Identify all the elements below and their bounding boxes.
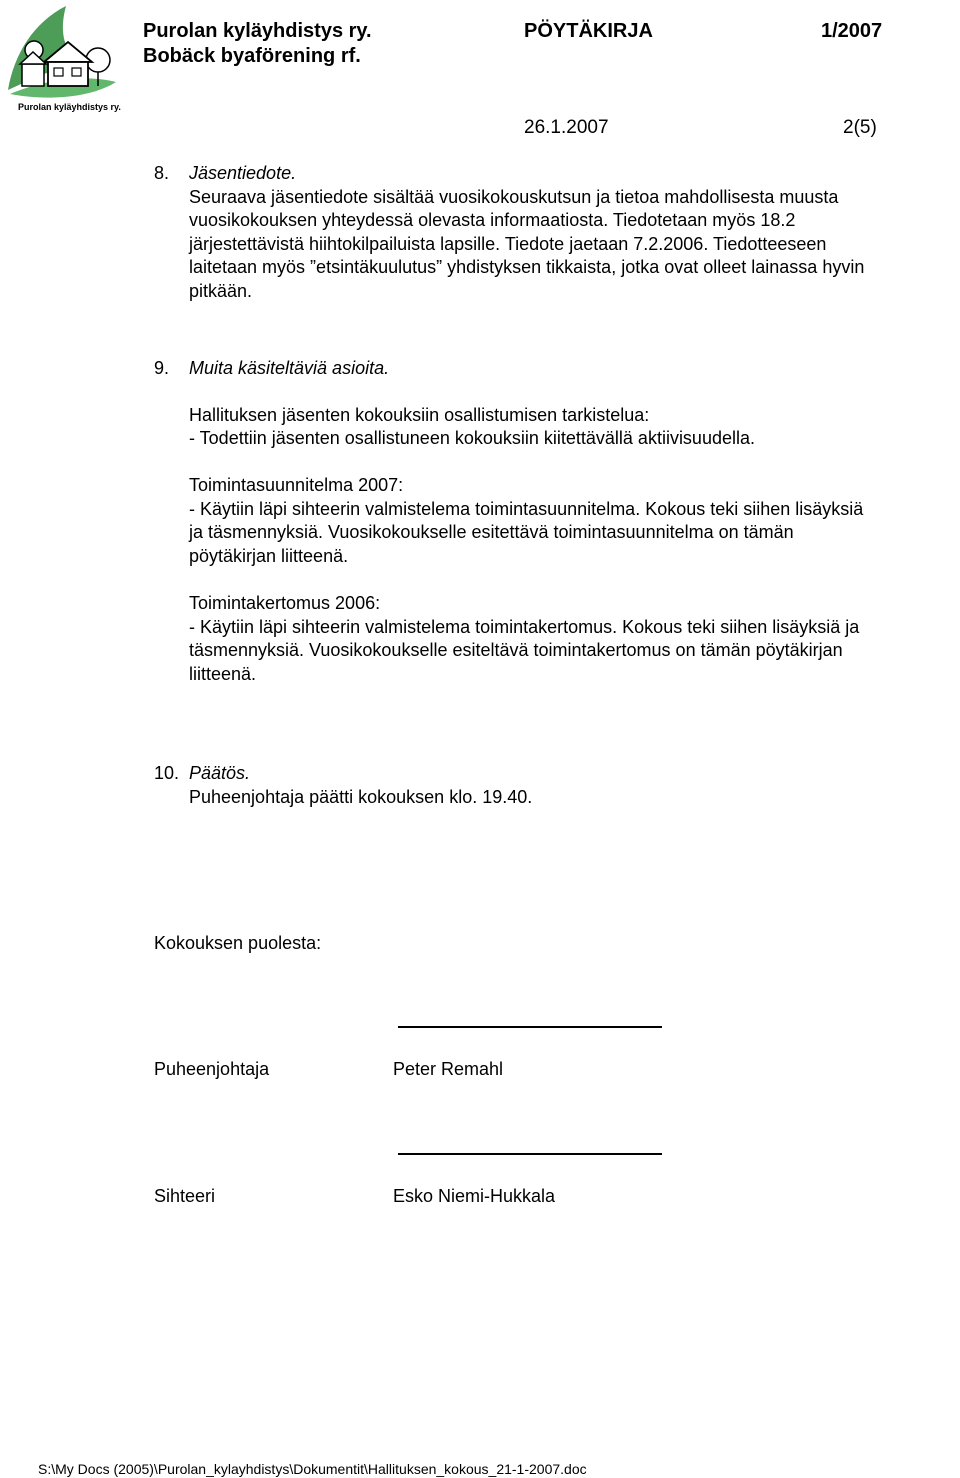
chair-role: Puheenjohtaja — [154, 1059, 270, 1079]
secretary-signature-line — [398, 1153, 662, 1155]
section-8-number: 8. — [154, 163, 170, 183]
section-8-title: Jäsentiedote. — [189, 163, 297, 183]
section-10-line: Puheenjohtaja päätti kokouksen klo. 19.40. — [189, 787, 533, 807]
section-9-line: täsmennyksiä. Vuosikokoukselle esiteltävä toimintakertomus on tämän pöytäkirjan — [189, 640, 843, 660]
section-9-subheading: Hallituksen jäsenten kokouksiin osallistumisen tarkistelua: — [189, 405, 650, 425]
section-9-line: - Todettiin jäsenten osallistuneen kokouksiin kiitettävällä aktiivisuudella. — [189, 428, 755, 448]
signatures-intro: Kokouksen puolesta: — [154, 933, 322, 953]
section-8-line: vuosikokouksen yhteydessä olevasta informaatiosta. Tiedotetaan myös 18.2 — [189, 210, 796, 230]
section-9-line: - Käytiin läpi sihteerin valmistelema toimintakertomus. Kokous teki siihen lisäyksiä ja — [189, 617, 860, 637]
chair-name: Peter Remahl — [393, 1059, 504, 1079]
footer-file-path: S:\My Docs (2005)\Purolan_kylayhdistys\Dokumentit\Hallituksen_kokous_21-1-2007.doc — [38, 1461, 587, 1477]
organization-logo — [4, 4, 122, 120]
chair-signature-line — [398, 1026, 662, 1028]
organization-name-fi: Purolan kyläyhdistys ry. — [143, 20, 372, 42]
page-number: 2(5) — [843, 117, 877, 138]
section-9-line: ja täsmennyksiä. Vuosikokoukselle esitettävä toimintasuunnitelma on tämän — [189, 522, 794, 542]
section-10-number: 10. — [154, 763, 180, 783]
section-10-title: Päätös. — [189, 763, 251, 783]
section-8-line: järjestettävistä hiihtokilpailuista lapsille. Tiedote jaetaan 7.2.2006. Tiedotteeseen — [189, 234, 827, 254]
document-type: PÖYTÄKIRJA — [524, 20, 653, 42]
section-9-line: pöytäkirjan liitteenä. — [189, 546, 349, 566]
section-9-title: Muita käsiteltäviä asioita. — [189, 358, 390, 378]
section-8-line: Seuraava jäsentiedote sisältää vuosikokouskutsun ja tietoa mahdollisesta muusta — [189, 187, 839, 207]
section-9-line: liitteenä. — [189, 664, 257, 684]
section-9-number: 9. — [154, 358, 170, 378]
secretary-name: Esko Niemi-Hukkala — [393, 1186, 556, 1206]
section-9-line: - Käytiin läpi sihteerin valmistelema toimintasuunnitelma. Kokous teki siihen lisäyksiä — [189, 499, 864, 519]
secretary-role: Sihteeri — [154, 1186, 216, 1206]
document-number: 1/2007 — [821, 20, 883, 42]
section-8-line: pitkään. — [189, 281, 253, 301]
section-8-line: laitetaan myös ”etsintäkuulutus” yhdistyksen tikkaista, jotka ovat olleet lainassa hyvin — [189, 257, 865, 277]
section-9-subheading: Toimintakertomus 2006: — [189, 593, 381, 613]
organization-name-sv: Bobäck byaförening rf. — [143, 45, 361, 67]
logo-caption: Purolan kyläyhdistys ry. — [18, 102, 121, 112]
document-date: 26.1.2007 — [524, 117, 609, 138]
section-9-subheading: Toimintasuunnitelma 2007: — [189, 475, 404, 495]
